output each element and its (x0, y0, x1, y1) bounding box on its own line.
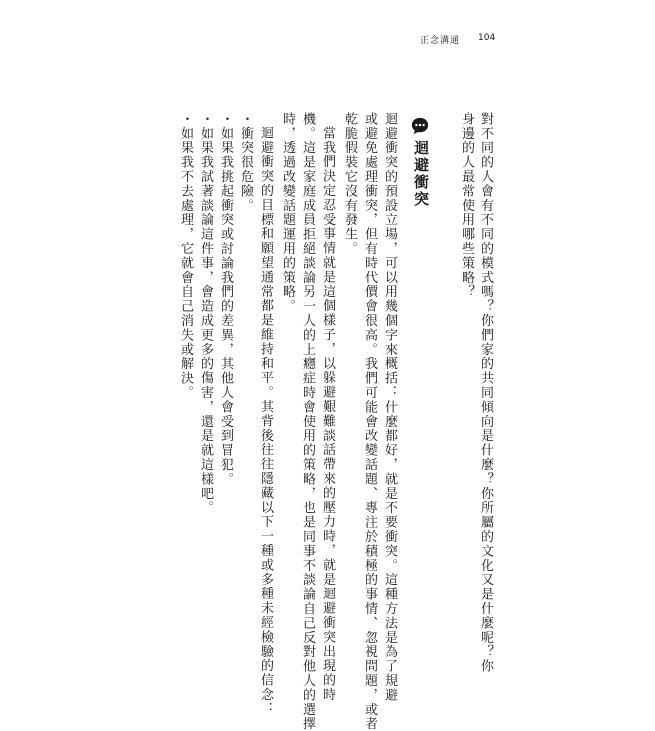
bullet-marker: ・ (238, 112, 253, 127)
bullet-marker: ・ (218, 112, 233, 127)
bullet-item-4 (176, 112, 194, 400)
bullet-item-1 (236, 112, 254, 213)
page-number: 104 (478, 33, 496, 43)
speech-bubble-icon (411, 117, 429, 135)
para1-line-1: 迴避衝突的預設立場，可以用幾個字來概括：什麼都好，就是不要衝突。這種方法是為了規避 (382, 112, 397, 703)
bullet-item-2 (216, 112, 234, 486)
running-title: 正念溝通 (420, 36, 461, 46)
bullet-text: 如果我試著談論這件事，會造成更多的傷害，還是就這樣吧。 (198, 126, 213, 516)
section-title: 迴避衝突 (412, 140, 430, 208)
para2-line-3: 時，透過改變話題運用的策略。 (280, 112, 295, 314)
para2-line-2: 機。這是家庭成員拒絕談論另一人的上癮症時會使用的策略，也是同事不談論自己反對他人的選擇 (300, 112, 315, 731)
para2-line-1: 當我們決定忍受事情就是這個樣子，以躲避艱難談話帶來的壓力時，就是迴避衝突出現的時 (320, 126, 335, 702)
bullet-text: 如果我不去處理，它就會自己消失或解決。 (178, 126, 193, 401)
intro-line-2: 身邊的人最常使用哪些策略？ (459, 112, 474, 300)
para1-line-2: 或避免處理衝突，但有時代價會很高。我們可能會改變話題、專注於積極的事情、忽視問題，或者 (362, 112, 377, 731)
bullet-marker: ・ (178, 112, 193, 127)
para3-line-1: 迴避衝突的目標和願望通常都是維持和平。其背後往往隱藏以下一種或多種未經檢驗的信念： (258, 126, 273, 717)
intro-line-1: 對不同的人會有不同的模式嗎？你們家的共同傾向是什麼？你所屬的文化又是什麼呢？你 (478, 112, 493, 674)
bullet-item-3 (196, 112, 214, 515)
bullet-marker: ・ (198, 112, 213, 127)
bullet-text: 如果我挑起衝突或討論我們的差異，其他人會受到冒犯。 (218, 126, 233, 487)
bullet-text: 衝突很危險。 (238, 126, 253, 213)
para1-line-3: 乾脆假裝它沒有發生。 (342, 112, 357, 256)
